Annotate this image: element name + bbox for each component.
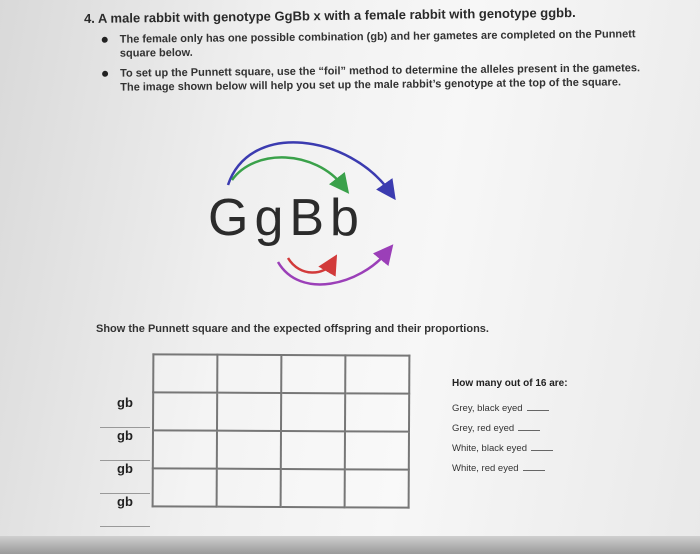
count-label: White, black eyed (452, 443, 527, 454)
gamete-label: gb (100, 493, 150, 527)
count-label: White, red eyed (452, 463, 519, 474)
punnett-cell[interactable] (281, 393, 345, 431)
bullet-text: To set up the Punnett square, use the “foil” method to determine the alleles present in the gametes. The image shown below will help you set up the male rabbit’s genotype at the top of the square. (120, 62, 641, 94)
answer-blank[interactable] (523, 470, 545, 471)
count-row (452, 443, 582, 463)
punnett-cell[interactable] (281, 469, 345, 507)
bullet-text: The female only has one possible combination (gb) and her gametes are completed on the Punnett square below. (119, 28, 636, 60)
punnett-cell[interactable] (153, 430, 217, 468)
punnett-row (153, 468, 409, 507)
answer-blank[interactable] (527, 410, 549, 411)
answer-blank[interactable] (518, 430, 540, 431)
female-gamete-labels (100, 395, 150, 527)
outer-arrow (228, 142, 390, 192)
punnett-cell[interactable] (153, 392, 217, 430)
punnett-square (152, 353, 411, 508)
inner-lower-arrow (288, 258, 332, 273)
punnett-cell[interactable] (217, 393, 281, 431)
punnett-cell[interactable] (153, 354, 217, 392)
answer-blank[interactable] (531, 450, 553, 451)
offspring-counts (452, 378, 582, 483)
counts-header: How many out of 16 are: (452, 378, 568, 389)
punnett-cell[interactable] (281, 355, 345, 393)
count-row (452, 423, 582, 443)
inner-arrow (232, 157, 343, 186)
punnett-cell[interactable] (217, 355, 281, 393)
punnett-cell[interactable] (281, 431, 345, 469)
page-edge (0, 536, 700, 554)
punnett-cell[interactable] (153, 468, 217, 506)
punnett-cell[interactable] (345, 393, 409, 431)
punnett-instruction: Show the Punnett square and the expected offspring and their proportions. (96, 323, 489, 335)
count-label: Grey, red eyed (452, 423, 515, 434)
punnett-cell[interactable] (345, 469, 409, 507)
count-row (452, 463, 582, 483)
punnett-row (153, 354, 409, 393)
male-genotype: GgBb (208, 189, 365, 247)
punnett-cell[interactable] (217, 431, 281, 469)
punnett-row (153, 392, 409, 431)
question-title: 4. A male rabbit with genotype GgBb x with a female rabbit with genotype ggbb. (83, 4, 576, 27)
gamete-label: gb (100, 427, 150, 461)
punnett-cell[interactable] (345, 355, 409, 393)
count-row (452, 403, 582, 423)
gamete-label: gb (117, 395, 133, 410)
punnett-cell[interactable] (217, 469, 281, 507)
outer-lower-arrow (278, 252, 387, 284)
punnett-row (153, 430, 409, 469)
count-label: Grey, black eyed (452, 403, 523, 414)
punnett-cell[interactable] (345, 431, 409, 469)
gamete-label: gb (117, 461, 133, 476)
